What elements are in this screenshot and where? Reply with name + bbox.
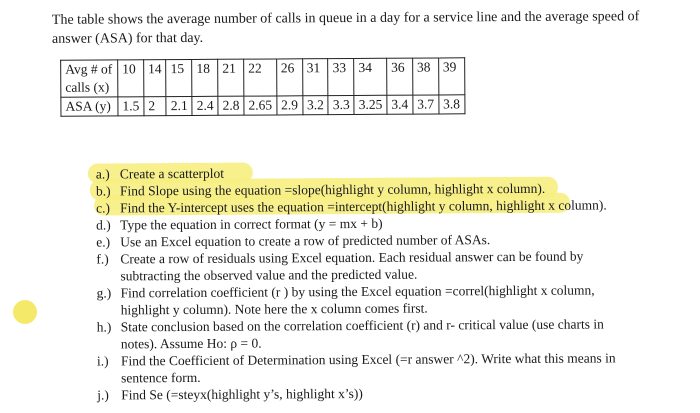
table-cell: 3.4	[387, 95, 413, 114]
task-text: Find the Y-intercept uses the equation =intercept(highlight y column, highlight x column).	[119, 197, 607, 216]
table-cell: 2.8	[218, 96, 244, 115]
task-text: Use an Excel equation to create a row of predicted number of ASAs.	[120, 232, 491, 250]
task-text: Find the Coefficient of Determination using Excel (=r answer ^2). Write what this means in sentence form.	[120, 350, 616, 386]
table-cell: 3.25	[354, 95, 387, 114]
task-text: Type the equation in correct format (y = mx + b)	[120, 215, 383, 233]
task-item-h	[97, 315, 637, 352]
table-cell: 26	[276, 59, 302, 96]
table-cell: 3.7	[413, 95, 439, 114]
task-marker: i.)	[96, 353, 109, 369]
task-item-g	[97, 281, 637, 318]
table-row-calls	[61, 58, 465, 97]
intro-paragraph: The table shows the average number of calls in queue in a day for a service line and the average speed of answer (ASA) for that day.	[51, 9, 640, 47]
table-cell: 21	[218, 59, 244, 96]
task-marker: j.)	[97, 387, 109, 403]
table-cell: 2.1	[166, 96, 192, 115]
task-marker: h.)	[96, 319, 112, 335]
table-cell: 10	[118, 60, 144, 97]
task-text: Find Slope using the equation =slope(highlight y column, highlight x column).	[119, 180, 546, 199]
table-cell: 31	[302, 59, 328, 96]
table-cell: 18	[192, 59, 218, 96]
row-label-calls: Avg # of calls (x)	[61, 60, 118, 97]
task-marker: e.)	[96, 234, 111, 250]
table-cell: 22	[244, 59, 277, 96]
table-cell: 2	[144, 97, 167, 116]
task-marker: b.)	[95, 183, 111, 199]
task-text: Create a row of residuals using Excel equation. Each residual answer can be found by subtracting the observed value and the predicted value.	[120, 248, 584, 284]
task-marker: d.)	[96, 217, 111, 233]
data-table	[60, 57, 465, 116]
task-item-f	[96, 247, 636, 284]
table-cell: 14	[144, 60, 167, 97]
task-text: Create a scatterplot	[119, 165, 225, 182]
table-cell: 1.5	[118, 97, 144, 116]
yellow-marker-dot	[13, 300, 37, 324]
task-marker: a.)	[95, 166, 110, 182]
table-cell: 3.2	[302, 96, 328, 115]
table-cell: 3.3	[328, 95, 354, 114]
table-cell: 33	[328, 58, 354, 95]
task-text: Find Se (=steyx(highlight y’s, highlight x’s))	[121, 385, 363, 403]
table-cell: 3.8	[438, 95, 464, 114]
task-text: State conclusion based on the correlation coefficient (r) and r- critical value (use charts in notes). Assume Ho: ρ = 0.	[120, 316, 604, 352]
table-cell: 2.65	[244, 96, 277, 115]
task-marker: c.)	[95, 200, 110, 216]
task-item-i	[97, 349, 637, 386]
task-item-j	[97, 383, 637, 403]
table-cell: 36	[387, 58, 413, 95]
table-cell: 2.4	[192, 96, 218, 115]
table-cell: 15	[166, 59, 192, 96]
table-cell: 34	[354, 58, 387, 95]
task-marker: f.)	[96, 251, 109, 267]
task-marker: g.)	[96, 285, 112, 301]
row-label-asa: ASA (y)	[61, 97, 118, 116]
task-text: Find correlation coefficient (r ) by using the Excel equation =correl(highlight x column, highlight y column). Note here the x column comes first.	[120, 282, 595, 318]
table-cell: 2.9	[276, 96, 302, 115]
table-cell: 38	[412, 58, 438, 95]
table-row-asa	[61, 95, 465, 116]
task-list	[0, 158, 700, 403]
table-cell: 39	[438, 58, 464, 95]
